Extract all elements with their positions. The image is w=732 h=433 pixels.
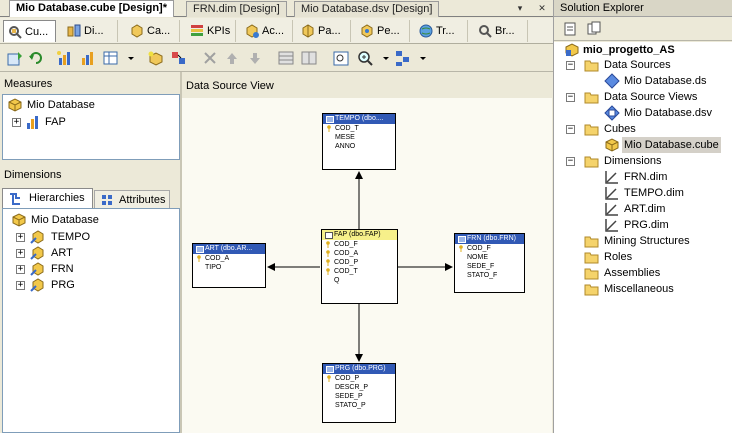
tab-label: Cu...: [25, 26, 49, 38]
table-frn[interactable]: [454, 233, 525, 293]
delete-icon: [200, 49, 220, 68]
item-dimension-tempo[interactable]: TEMPO.dim: [624, 187, 684, 199]
show-table-button[interactable]: [276, 49, 296, 68]
folder-icon: [584, 281, 600, 297]
folder-icon: [584, 249, 600, 265]
item-dimension-art[interactable]: ART.dim: [624, 203, 666, 215]
grid-dropdown[interactable]: [121, 49, 133, 68]
grid-icon: [101, 49, 121, 68]
tab-perspectives[interactable]: [356, 20, 410, 42]
collapse-toggle[interactable]: −: [567, 60, 574, 70]
tab-label: Ac...: [262, 25, 285, 37]
data-source-icon: [604, 73, 620, 89]
key-icon: [459, 245, 463, 252]
folder-cubes[interactable]: Cubes: [604, 123, 636, 135]
tab-label: Tr...: [436, 25, 455, 37]
tab-label: Pe...: [377, 25, 400, 37]
dimension-item-art[interactable]: ART: [51, 247, 73, 259]
actions-icon: [244, 23, 260, 39]
column-item: COD_A: [322, 249, 397, 258]
measures-tree: [2, 94, 180, 160]
show-all-files-icon[interactable]: [586, 21, 602, 37]
folder-open-icon: [584, 153, 600, 169]
column-item: TIPO: [205, 264, 222, 271]
move-down-button[interactable]: [245, 49, 265, 68]
folder-open-icon: [584, 89, 600, 105]
collapse-toggle[interactable]: −: [567, 156, 574, 166]
tab-label: Hierarchies: [29, 192, 85, 204]
folder-data-source-views[interactable]: Data Source Views: [604, 91, 698, 103]
table-title: ART (dbo.AR...: [193, 244, 265, 254]
hide-table-button[interactable]: [299, 49, 319, 68]
tab-partitions[interactable]: [297, 20, 351, 42]
table-prg[interactable]: [322, 363, 396, 423]
fit-to-view-button[interactable]: [331, 49, 351, 68]
tab-dsv-design[interactable]: Mio Database.dsv [Design]: [294, 1, 439, 17]
new-measure-button[interactable]: [55, 49, 75, 68]
expand-toggle[interactable]: +: [13, 117, 20, 127]
chevron-down-icon: [121, 49, 141, 68]
zoom-fit-icon: [331, 49, 351, 68]
tab-calculations[interactable]: [126, 20, 180, 42]
expand-toggle[interactable]: +: [17, 232, 24, 242]
hierarchy-icon: [7, 191, 23, 207]
folder-data-sources[interactable]: Data Sources: [604, 59, 671, 71]
table-icon: [299, 49, 319, 68]
column-item: STATO_F: [467, 272, 498, 279]
column-item: ANNO: [335, 143, 356, 150]
expand-toggle[interactable]: +: [17, 264, 24, 274]
move-up-button[interactable]: [222, 49, 242, 68]
tab-label: Br...: [495, 25, 515, 37]
tab-label: KPIs: [207, 25, 231, 37]
item-dimension-frn[interactable]: FRN.dim: [624, 171, 668, 183]
table-title: PRG (dbo.PRG): [323, 364, 395, 374]
designer-toolbar: [0, 45, 553, 72]
refresh-button[interactable]: [26, 49, 46, 68]
column-item: MESE: [335, 134, 355, 141]
item-cube-selected[interactable]: Mio Database.cube: [624, 139, 719, 151]
zoom-dropdown[interactable]: [376, 49, 388, 68]
measure-group-item[interactable]: FAP: [45, 116, 66, 128]
table-title: TEMPO (dbo....: [323, 114, 395, 124]
document-tab-strip: [0, 0, 553, 17]
folder-icon: [584, 265, 600, 281]
table-icon: [276, 49, 296, 68]
key-icon: [327, 125, 331, 132]
measures-root[interactable]: Mio Database: [27, 99, 95, 111]
dimension-item-frn[interactable]: FRN: [51, 263, 74, 275]
arrow-down-icon: [245, 49, 265, 68]
tab-dimension-usage[interactable]: [63, 20, 118, 42]
column-item: COD_T: [323, 124, 395, 133]
tab-browser[interactable]: [474, 20, 528, 42]
folder-roles[interactable]: Roles: [604, 251, 633, 263]
collapse-toggle[interactable]: −: [567, 124, 574, 134]
kpis-icon: [189, 23, 205, 39]
new-measure-group-icon: [78, 49, 98, 68]
cube-icon: [7, 97, 23, 113]
tab-cube-design[interactable]: Mio Database.cube [Design]*: [9, 0, 174, 17]
tab-hierarchies[interactable]: [2, 188, 93, 208]
dimension-icon: [30, 245, 46, 261]
tab-frn-dim-design[interactable]: FRN.dim [Design]: [186, 1, 287, 17]
dimensions-root[interactable]: Mio Database: [31, 214, 99, 226]
dimensions-header: Dimensions: [4, 169, 62, 181]
solution-explorer: [553, 0, 732, 433]
key-icon: [327, 375, 331, 382]
cube-structure-icon: [7, 24, 23, 40]
link-object-button[interactable]: [169, 49, 189, 68]
dimension-usage-icon: [66, 23, 82, 39]
key-icon: [326, 268, 330, 275]
column-item: DESCR_P: [335, 384, 369, 391]
dimension-file-icon: [604, 185, 620, 201]
measure-group-icon: [25, 114, 41, 130]
key-icon: [326, 250, 330, 257]
designer-tab-strip: [0, 18, 553, 44]
column-item: COD_F: [455, 244, 524, 253]
measures-header: Measures: [4, 78, 53, 90]
process-button[interactable]: [5, 49, 25, 68]
refresh-icon: [26, 49, 46, 68]
collapse-toggle[interactable]: −: [567, 92, 574, 102]
properties-icon[interactable]: [562, 21, 578, 37]
delete-button[interactable]: [200, 49, 220, 68]
column-item: SEDE_F: [467, 263, 495, 270]
folder-icon: [584, 233, 600, 249]
tab-kpis[interactable]: [186, 20, 236, 42]
dimension-icon: [30, 229, 46, 245]
process-icon: [5, 49, 25, 68]
item-data-source[interactable]: Mio Database.ds: [624, 75, 707, 87]
expand-toggle[interactable]: +: [17, 280, 24, 290]
solution-explorer-title: Solution Explorer: [554, 0, 732, 17]
column-item: SEDE_P: [335, 393, 363, 400]
item-dimension-prg[interactable]: PRG.dim: [624, 219, 669, 231]
folder-miscellaneous[interactable]: Miscellaneous: [604, 283, 674, 295]
table-fap[interactable]: [321, 229, 398, 304]
folder-assemblies[interactable]: Assemblies: [604, 267, 661, 279]
add-cube-dimension-button[interactable]: [146, 49, 166, 68]
expand-toggle[interactable]: +: [17, 248, 24, 258]
dimension-file-icon: [604, 169, 620, 185]
tab-label: Pa...: [318, 25, 341, 37]
table-art[interactable]: [192, 243, 266, 288]
column-item: COD_F: [322, 240, 397, 249]
column-item: Q: [334, 277, 340, 284]
dimension-item-prg[interactable]: PRG: [51, 279, 75, 291]
column-item: COD_A: [193, 254, 265, 263]
table-title: FAP (dbo.FAP): [322, 230, 397, 240]
tab-actions[interactable]: [241, 20, 293, 42]
arrange-dropdown[interactable]: [413, 49, 425, 68]
project-node[interactable]: mio_progetto_AS: [583, 44, 675, 56]
tab-label: Di...: [84, 25, 104, 37]
zoom-button[interactable]: [356, 49, 376, 68]
column-item: COD_P: [322, 258, 397, 267]
tab-cube-structure[interactable]: [3, 20, 56, 42]
add-dimension-icon: [146, 49, 166, 68]
cube-icon: [11, 212, 27, 228]
close-icon[interactable]: ✕: [538, 3, 546, 13]
arrange-icon: [393, 49, 413, 68]
show-grid-button[interactable]: [101, 49, 121, 68]
column-item: STATO_P: [335, 402, 366, 409]
folder-open-icon: [584, 57, 600, 73]
dimension-file-icon: [604, 217, 620, 233]
solution-tree: [554, 42, 732, 433]
column-item: NOME: [467, 254, 488, 261]
chevron-down-icon: [413, 49, 433, 68]
tab-label: Ca...: [147, 25, 171, 37]
arrange-tables-button[interactable]: [393, 49, 413, 68]
browser-icon: [477, 23, 493, 39]
key-icon: [326, 259, 330, 266]
item-data-source-view[interactable]: Mio Database.dsv: [624, 107, 713, 119]
project-icon: [564, 42, 580, 58]
new-measure-icon: [55, 49, 75, 68]
calculations-icon: [129, 23, 145, 39]
solution-explorer-toolbar: [554, 18, 732, 41]
zoom-icon: [356, 49, 376, 68]
partitions-icon: [300, 23, 316, 39]
new-measure-group-button[interactable]: [78, 49, 98, 68]
dimensions-tree: [2, 208, 180, 433]
column-item: COD_P: [323, 374, 395, 383]
dimension-icon: [30, 277, 46, 293]
column-item: COD_T: [322, 267, 397, 276]
dsv-header: Data Source View: [186, 80, 274, 92]
tab-translations[interactable]: [415, 20, 468, 42]
tab-label: Attributes: [119, 194, 166, 206]
chevron-down-icon[interactable]: ▾: [517, 3, 523, 13]
link-icon: [169, 49, 189, 68]
folder-mining-structures[interactable]: Mining Structures: [604, 235, 690, 247]
dimension-file-icon: [604, 201, 620, 217]
folder-dimensions[interactable]: Dimensions: [604, 155, 662, 167]
cube-icon: [604, 137, 620, 153]
table-title: FRN (dbo.FRN): [455, 234, 524, 244]
perspectives-icon: [359, 23, 375, 39]
key-icon: [197, 255, 201, 262]
data-source-view-icon: [604, 105, 620, 121]
translations-icon: [418, 23, 434, 39]
dsv-canvas[interactable]: [182, 98, 552, 433]
table-tempo[interactable]: [322, 113, 396, 170]
dimension-icon: [30, 261, 46, 277]
key-icon: [326, 241, 330, 248]
folder-open-icon: [584, 121, 600, 137]
attributes-icon: [99, 192, 115, 208]
tab-attributes[interactable]: [94, 190, 170, 208]
dimension-item-tempo[interactable]: TEMPO: [51, 231, 91, 243]
arrow-up-icon: [222, 49, 242, 68]
